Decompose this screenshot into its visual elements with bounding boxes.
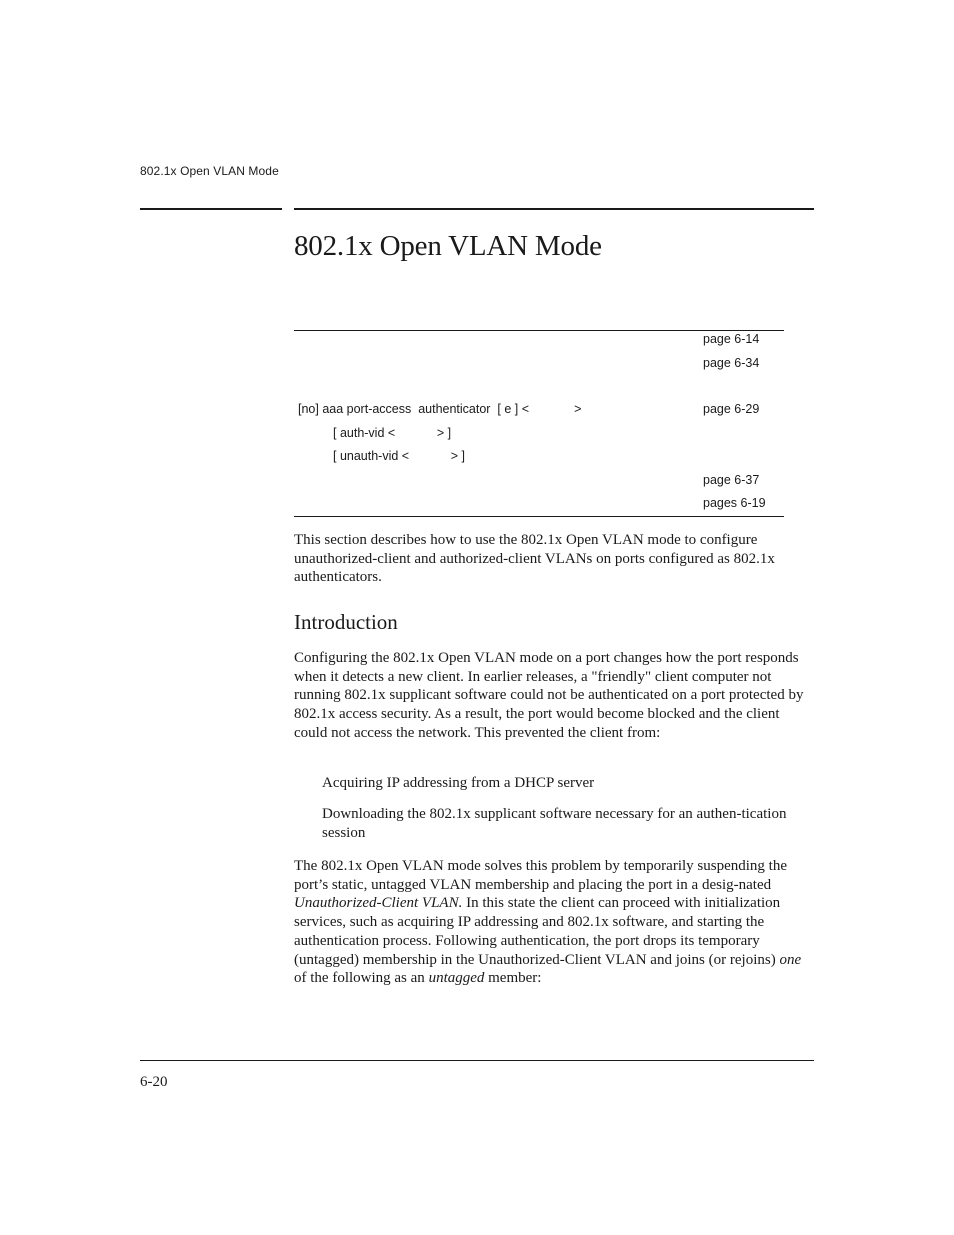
running-header: 802.1x Open VLAN Mode [140, 164, 279, 178]
paragraph-text: The 802.1x Open VLAN mode solves this problem by temporarily suspending the port’s static, untagged VLAN membership and placing the port in a desig-nated [294, 858, 787, 893]
list-item: Downloading the 802.1x supplicant software necessary for an authen-tication session [322, 806, 787, 841]
header-rule-right [294, 208, 814, 210]
table-top-rule [294, 330, 784, 331]
paragraph-text: of the following as an [294, 970, 429, 987]
table-command: [no] aaa port-access authenticator [ e ] < > [298, 402, 582, 416]
header-rule-left [140, 208, 282, 210]
paragraph-text: In this state the client can proceed with initialization services, such as acquiring IP addressing and 802.1x software, and starting the authentication process. Following authentication, the port drops its temporary (untagged) membership in the Unauthorized-Client VLAN and joins (or rejoins) [294, 895, 781, 968]
section-heading: Introduction [294, 610, 398, 634]
section-paragraph: Configuring the 802.1x Open VLAN mode on a port changes how the port responds when it detects a new client. In earlier releases, a "friendly" client computer not running 802.1x supplicant software could not be authenticated on a port protected by 802.1x access security. As a result, the port would become blocked and the client could not access the network. This prevented the client from: [294, 650, 804, 741]
footer-rule [140, 1060, 814, 1061]
paragraph-text: member: [484, 970, 542, 987]
table-page-ref: page 6-37 [703, 473, 760, 487]
table-page-ref: page 6-14 [703, 332, 760, 346]
table-page-ref: page 6-29 [703, 402, 760, 416]
table-command: [ auth-vid < > ] [333, 426, 452, 440]
emphasis-text: one [779, 951, 802, 968]
page-number: 6-20 [140, 1074, 168, 1090]
list-item: Acquiring IP addressing from a DHCP server [322, 775, 595, 791]
table-command: [ unauth-vid < > ] [333, 449, 466, 463]
intro-paragraph: This section describes how to use the 802.1x Open VLAN mode to configure unauthorized-client and authorized-client VLANs on ports configured as 802.1x authenticators. [294, 532, 775, 586]
table-page-ref: page 6-34 [703, 356, 760, 370]
section-paragraph [294, 857, 816, 988]
table-bottom-rule [294, 516, 784, 517]
table-page-ref: pages 6-19 [703, 496, 766, 510]
page-title: 802.1x Open VLAN Mode [294, 230, 602, 262]
emphasis-text: Unauthorized-Client VLAN. [294, 895, 463, 912]
emphasis-text: untagged [428, 970, 485, 987]
